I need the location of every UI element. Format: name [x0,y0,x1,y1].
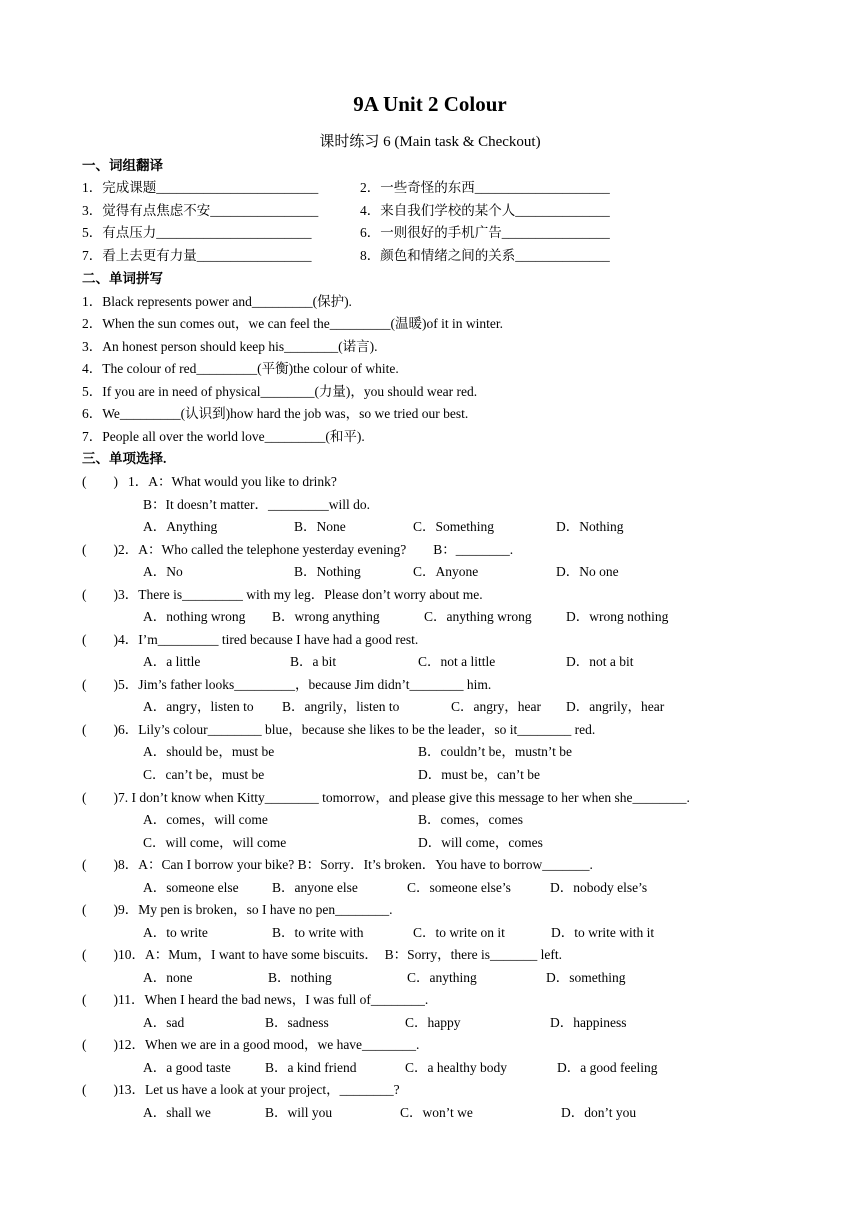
phrase-item: 5．有点压力_______________________ [82,225,312,240]
option-a: A．to write [143,925,208,940]
option-c: C．anything wrong [424,609,532,624]
question-text: 3．There is_________ with my leg．Please don’t worry about me. [118,587,483,602]
question-text: 10．A：Mum，I want to have some biscuits． B：Sorry，there is_______ left. [118,947,562,962]
option-a: A．a little [143,654,201,669]
option-d: D．angrily，hear [566,699,665,714]
option-c: C．not a little [418,654,496,669]
option-c: C．can’t be，must be [143,767,265,782]
question-text: 11．When I heard the bad news，I was full of________. [118,992,429,1007]
question-text: 12．When we are in a good mood，we have________. [118,1037,420,1052]
answer-blank: ( ) [82,992,118,1007]
option-b: B．anyone else [272,880,358,895]
answer-blank: ( ) [82,947,118,962]
option-c: C．angry，hear [451,699,541,714]
option-a: A．none [143,970,193,985]
option-a: A．nothing wrong [143,609,246,624]
question-text: 2．A：Who called the telephone yesterday evening? B：________. [118,542,514,557]
spelling-item: 3．An honest person should keep his________(诺言). [82,339,378,354]
question-text: 13．Let us have a look at your project，________? [118,1082,400,1097]
option-d: D．nobody else’s [550,880,648,895]
option-b: B．angrily，listen to [282,699,400,714]
phrase-item: 2．一些奇怪的东西____________________ [360,180,610,195]
option-a: A．angry，listen to [143,699,254,714]
answer-blank: ( ) [82,677,118,692]
option-b: B．will you [265,1105,333,1120]
section3-heading: 三、单项选择. [82,451,167,466]
question-text: B：It doesn’t matter．_________will do. [143,497,370,512]
option-c: C．won’t we [400,1105,473,1120]
question-text: 5．Jim’s father looks_________，because Jim didn’t________ him. [118,677,492,692]
option-d: D．No one [556,564,619,579]
option-a: A．someone else [143,880,239,895]
section2-heading: 二、单词拼写 [82,271,163,286]
question-text: 9．My pen is broken，so I have no pen________. [118,902,393,917]
option-d: D．something [546,970,626,985]
phrase-item: 1．完成课题________________________ [82,180,319,195]
answer-blank: ( ) [82,790,118,805]
option-b: B．None [294,519,346,534]
option-d: D．wrong nothing [566,609,669,624]
option-b: B．to write with [272,925,364,940]
spelling-item: 2．When the sun comes out，we can feel the_________(温暖)of it in winter. [82,316,504,331]
option-d: D．happiness [550,1015,627,1030]
option-b: B．comes，comes [418,812,523,827]
phrase-item: 7．看上去更有力量_________________ [82,248,312,263]
option-b: B．nothing [268,970,332,985]
option-d: D．Nothing [556,519,624,534]
spelling-item: 6．We_________(认识到)how hard the job was，so we tried our best. [82,406,469,421]
option-c: C．anything [407,970,477,985]
option-c: C．someone else’s [407,880,511,895]
section1-heading: 一、词组翻译 [82,158,163,173]
question-text: 7. I don’t know when Kitty________ tomorrow，and please give this message to her when she________. [118,790,690,805]
answer-blank: ( ) [82,722,118,737]
option-c: C．to write on it [413,925,505,940]
spelling-item: 7．People all over the world love_________(和平). [82,429,365,444]
answer-blank: ( ) [82,857,118,872]
phrase-item: 4．来自我们学校的某个人______________ [360,203,610,218]
option-d: D．will come，comes [418,835,543,850]
option-b: B．a bit [290,654,337,669]
question-text: 4．I’m_________ tired because I have had a good rest. [118,632,419,647]
option-c: C．a healthy body [405,1060,507,1075]
option-d: D．a good feeling [557,1060,658,1075]
page-subtitle: 课时练习 6 (Main task & Checkout) [319,134,541,150]
option-a: A．a good taste [143,1060,231,1075]
question-text: 8．A：Can I borrow your bike? B：Sorry．It’s broken．You have to borrow_______. [118,857,593,872]
answer-blank: ( ) [82,1082,118,1097]
phrase-item: 6．一则很好的手机广告________________ [360,225,610,240]
answer-blank: ( ) [82,587,118,602]
option-d: D．must be，can’t be [418,767,540,782]
answer-blank: ( ) [82,632,118,647]
option-b: B．sadness [265,1015,329,1030]
page-title: 9A Unit 2 Colour [353,92,507,116]
question-text: 1．A：What would you like to drink? [128,474,337,489]
option-c: C．happy [405,1015,461,1030]
option-a: A．sad [143,1015,185,1030]
option-b: B．couldn’t be，mustn’t be [418,744,572,759]
answer-blank: ( ) [82,542,118,557]
spelling-item: 5．If you are in need of physical________(力量)，you should wear red. [82,384,478,399]
answer-blank: ( ) [82,1037,118,1052]
phrase-item: 3．觉得有点焦虑不安________________ [82,203,319,218]
option-b: B．a kind friend [265,1060,357,1075]
option-d: D．not a bit [566,654,634,669]
answer-blank: ( ) [82,474,118,489]
option-d: D．don’t you [561,1105,637,1120]
question-text: 6．Lily’s colour________ blue，because she likes to be the leader，so it________ red. [118,722,596,737]
phrase-item: 8．颜色和情绪之间的关系______________ [360,248,610,263]
option-d: D．to write with it [551,925,655,940]
option-a: A．should be，must be [143,744,275,759]
option-b: B．Nothing [294,564,361,579]
option-c: C．will come，will come [143,835,287,850]
spelling-item: 4．The colour of red_________(平衡)the colour of white. [82,361,399,376]
option-a: A．Anything [143,519,218,534]
option-b: B．wrong anything [272,609,380,624]
answer-blank: ( ) [82,902,118,917]
option-a: A．No [143,564,183,579]
option-a: A．comes，will come [143,812,268,827]
option-c: C．Something [413,519,495,534]
spelling-item: 1．Black represents power and_________(保护). [82,294,352,309]
option-a: A．shall we [143,1105,211,1120]
option-c: C．Anyone [413,564,479,579]
